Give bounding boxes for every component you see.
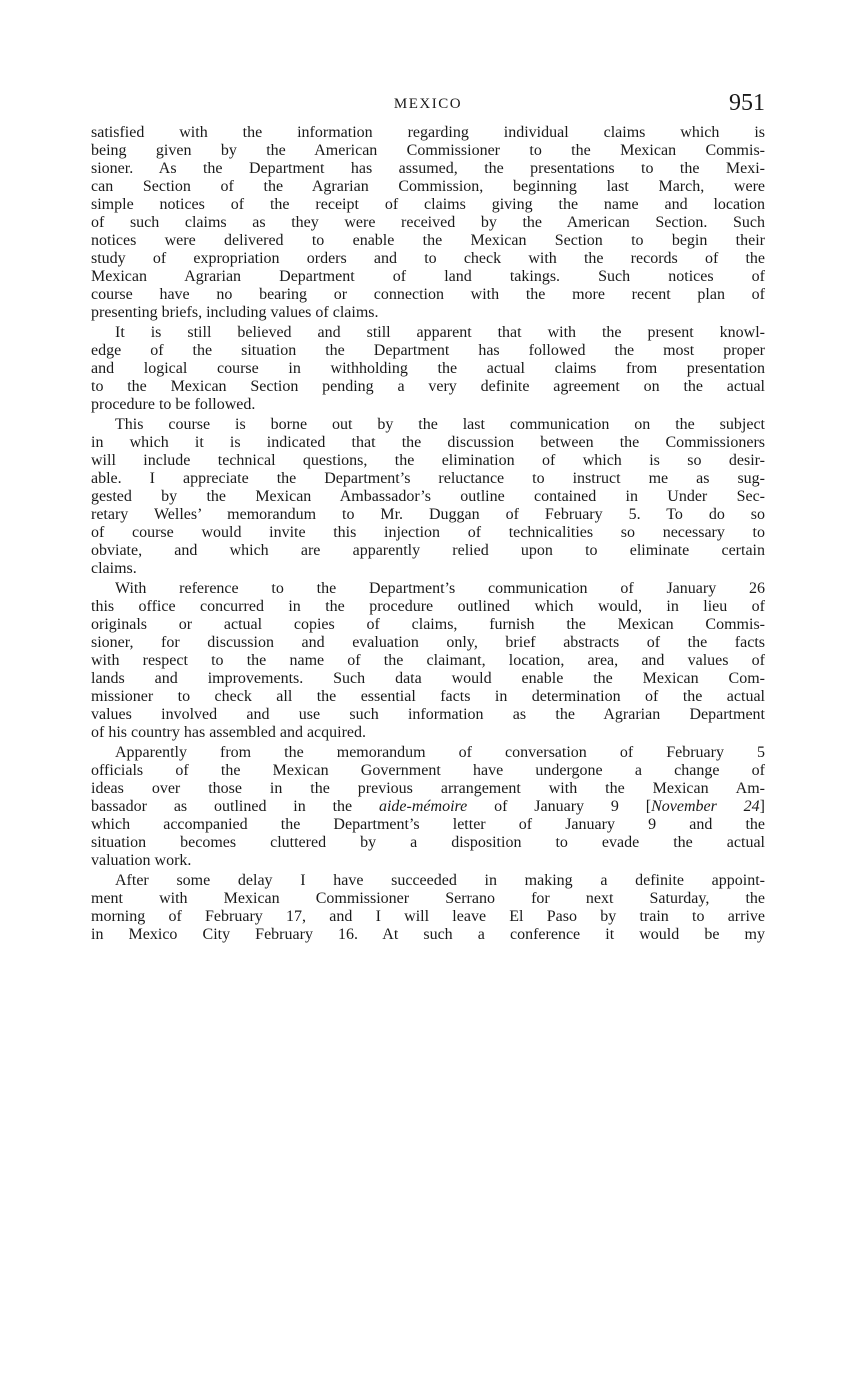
- text-line: retary Welles’ memorandum to Mr. Duggan of February 5. To do so: [91, 506, 765, 523]
- text-line: with respect to the name of the claimant, location, area, and values of: [91, 652, 765, 669]
- text-line: After some delay I have succeeded in making a definite appoint-: [115, 872, 765, 889]
- text-line: obviate, and which are apparently relied upon to eliminate certain: [91, 542, 765, 559]
- text-line: satisfied with the information regarding individual claims which is: [91, 124, 765, 141]
- text-fragment: bassador as outlined in the: [91, 798, 379, 815]
- text-fragment: ]: [759, 798, 765, 815]
- page-number: 951: [729, 90, 765, 116]
- text-line: and logical course in withholding the actual claims from presentation: [91, 360, 765, 377]
- text-line: will include technical questions, the elimination of which is so desir-: [91, 452, 765, 469]
- text-line: procedure to be followed.: [91, 396, 256, 413]
- text-line: gested by the Mexican Ambassador’s outline contained in Under Sec-: [91, 488, 765, 505]
- text-line: ment with Mexican Commissioner Serrano for next Saturday, the: [91, 890, 765, 907]
- document-page: [91, 88, 765, 944]
- text-line: morning of February 17, and I will leave El Paso by train to arrive: [91, 908, 765, 925]
- text-line: being given by the American Commissioner to the Mexican Commis-: [91, 142, 765, 159]
- text-line: values involved and use such information as the Agrarian Department: [91, 706, 765, 723]
- text-line: ideas over those in the previous arrangement with the Mexican Am-: [91, 780, 765, 797]
- paragraph-3: [91, 416, 765, 578]
- text-line: simple notices of the receipt of claims giving the name and location: [91, 196, 765, 213]
- text-line: This course is borne out by the last communication on the subject: [115, 416, 765, 433]
- text-line: can Section of the Agrarian Commission, beginning last March, were: [91, 178, 765, 195]
- text-line: to the Mexican Section pending a very definite agreement on the actual: [91, 378, 765, 395]
- text-line: missioner to check all the essential facts in determination of the actual: [91, 688, 765, 705]
- paragraph-5: [91, 744, 765, 870]
- text-line: lands and improvements. Such data would enable the Mexican Com-: [91, 670, 765, 687]
- text-line-with-italics: [91, 798, 765, 816]
- text-line: of such claims as they were received by the American Section. Such: [91, 214, 765, 231]
- running-title: MEXICO: [393, 96, 463, 112]
- text-line: sioner, for discussion and evaluation only, brief abstracts of the facts: [91, 634, 765, 651]
- text-line: With reference to the Department’s communication of January 26: [115, 580, 765, 597]
- text-line: situation becomes cluttered by a disposition to evade the actual: [91, 834, 765, 851]
- text-line: of course would invite this injection of technicalities so necessary to: [91, 524, 765, 541]
- italic-editorial-date: November 24: [651, 798, 760, 815]
- text-line: of his country has assembled and acquired.: [91, 724, 367, 741]
- text-line: Mexican Agrarian Department of land takings. Such notices of: [91, 268, 765, 285]
- text-line: study of expropriation orders and to check with the records of the: [91, 250, 765, 267]
- paragraph-4: [91, 580, 765, 742]
- text-line: valuation work.: [91, 852, 192, 869]
- text-line: notices were delivered to enable the Mexican Section to begin their: [91, 232, 765, 249]
- text-line: originals or actual copies of claims, furnish the Mexican Commis-: [91, 616, 765, 633]
- paragraph-2: [91, 324, 765, 414]
- text-line: sioner. As the Department has assumed, the presentations to the Mexi-: [91, 160, 765, 177]
- body-text: [91, 124, 765, 944]
- text-line: able. I appreciate the Department’s reluctance to instruct me as sug-: [91, 470, 765, 487]
- italic-term-aide-memoire: aide-mémoire: [378, 798, 468, 815]
- text-line: which accompanied the Department’s letter of January 9 and the: [91, 816, 765, 833]
- text-line: officials of the Mexican Government have undergone a change of: [91, 762, 765, 779]
- text-line: It is still believed and still apparent that with the present knowl-: [115, 324, 765, 341]
- text-line: this office concurred in the procedure outlined which would, in lieu of: [91, 598, 765, 615]
- text-line: edge of the situation the Department has followed the most proper: [91, 342, 765, 359]
- text-line: presenting briefs, including values of claims.: [91, 304, 379, 321]
- paragraph-1: [91, 124, 765, 322]
- text-line: claims.: [91, 560, 137, 577]
- text-line: Apparently from the memorandum of conversation of February 5: [115, 744, 765, 761]
- running-header: [91, 88, 765, 124]
- paragraph-6: [91, 872, 765, 944]
- text-fragment: of January 9 [: [467, 798, 652, 815]
- text-line: course have no bearing or connection with the more recent plan of: [91, 286, 765, 303]
- text-line: in Mexico City February 16. At such a conference it would be my: [91, 926, 765, 943]
- text-line: in which it is indicated that the discussion between the Commissioners: [91, 434, 765, 451]
